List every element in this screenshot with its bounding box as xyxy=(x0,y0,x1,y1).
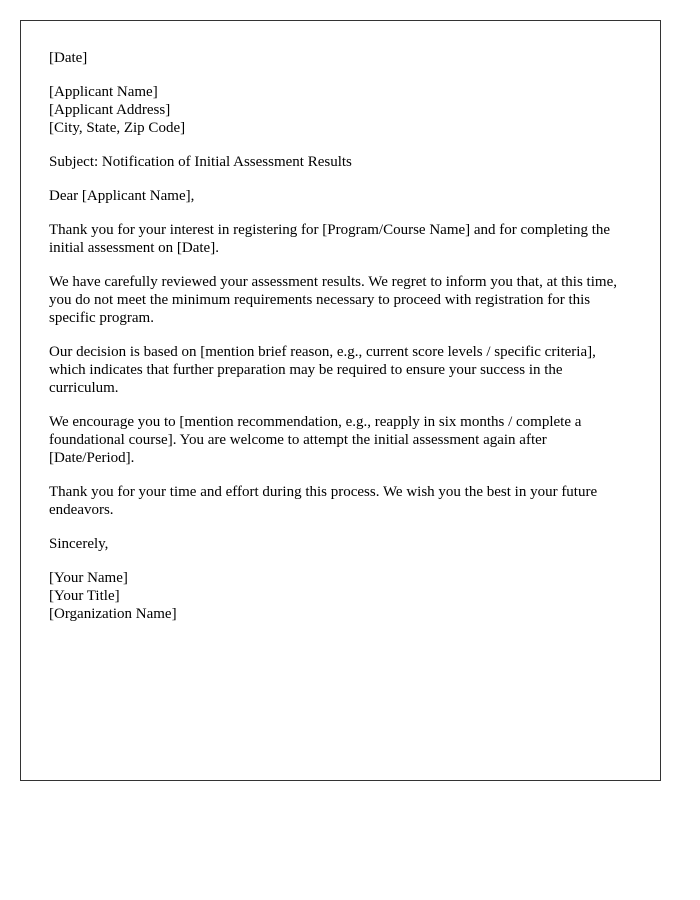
recipient-block xyxy=(49,83,632,137)
recipient-city-state-zip: [City, State, Zip Code] xyxy=(49,120,186,136)
signature-block xyxy=(49,569,632,623)
subject-line: Subject: Notification of Initial Assessment Results xyxy=(49,154,352,170)
salutation: Dear [Applicant Name], xyxy=(49,188,195,204)
signature-title: [Your Title] xyxy=(49,588,120,604)
recipient-address: [Applicant Address] xyxy=(49,102,171,118)
signature-organization: [Organization Name] xyxy=(49,606,177,622)
recipient-name: [Applicant Name] xyxy=(49,84,158,100)
body-paragraph: We encourage you to [mention recommendation, e.g., reapply in six months / complete a foundational course]. You are welcome to attempt the initial assessment again after [Date/Period]. xyxy=(49,414,582,466)
body-paragraph: Thank you for your interest in registering for [Program/Course Name] and for completing the initial assessment on [Date]. xyxy=(49,222,611,256)
signature-name: [Your Name] xyxy=(49,570,128,586)
closing: Sincerely, xyxy=(49,536,109,552)
body-paragraph: Thank you for your time and effort during this process. We wish you the best in your future endeavors. xyxy=(49,484,598,518)
body-paragraph: Our decision is based on [mention brief reason, e.g., current score levels / specific criteria], which indicates that further preparation may be required to ensure your success in the curriculum. xyxy=(49,344,596,396)
letter-date: [Date] xyxy=(49,50,88,66)
body-paragraph: We have carefully reviewed your assessment results. We regret to inform you that, at this time, you do not meet the minimum requirements necessary to proceed with registration for this specific program. xyxy=(49,274,617,326)
letter xyxy=(20,20,661,781)
